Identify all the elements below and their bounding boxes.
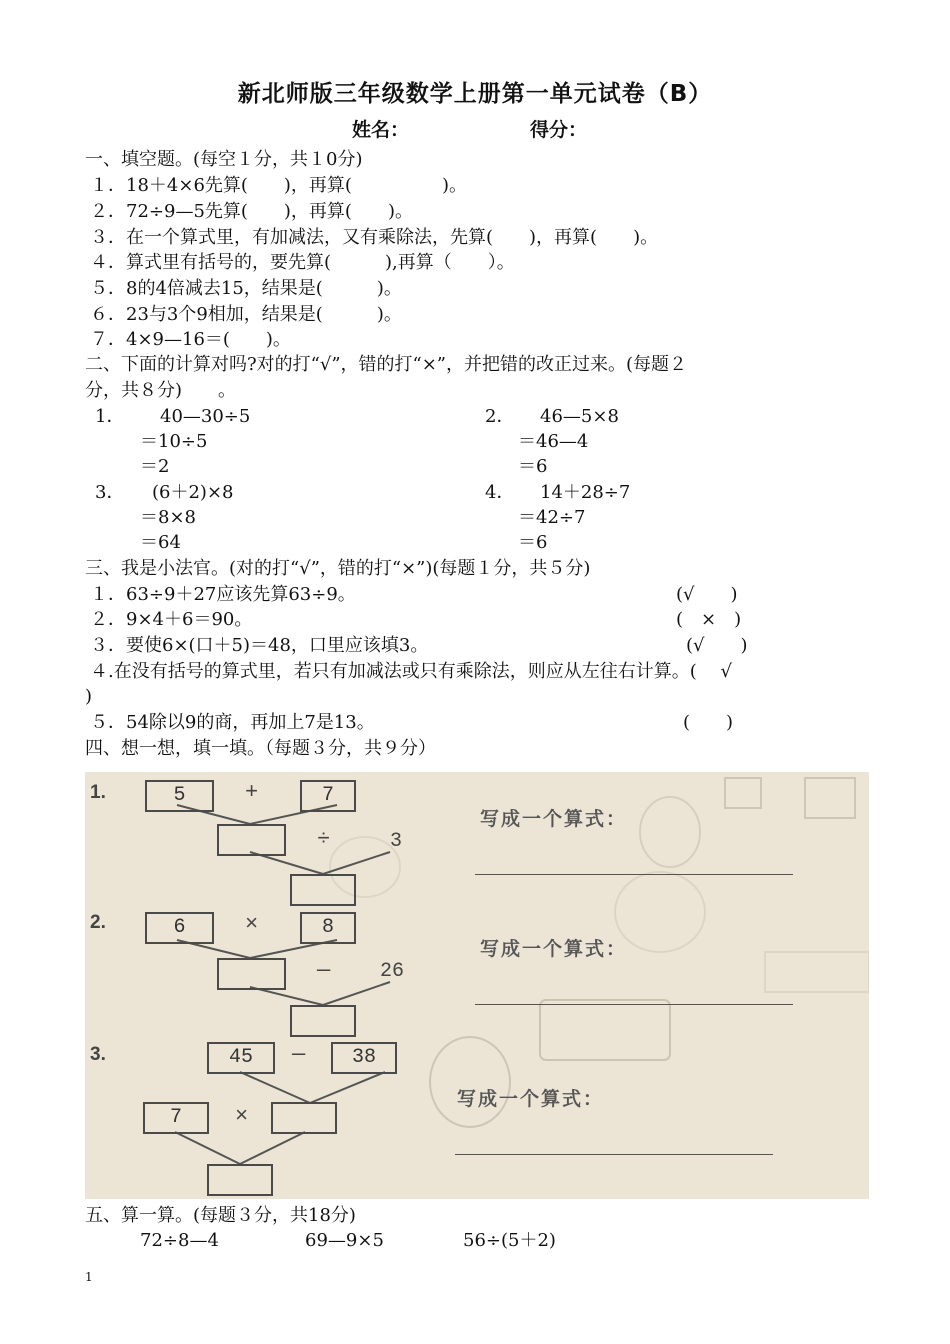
operator: + (245, 780, 259, 805)
operator: ÷ (317, 827, 331, 852)
section2-heading-cont: 分，共８分) 。 (85, 380, 237, 401)
operand: 26 (380, 960, 405, 983)
section1-heading: 一、填空题。(每空１分，共１0分) (85, 149, 363, 170)
operand: 3 (390, 830, 403, 853)
section3-heading: 三、我是小法官。(对的打“√”，错的打“×”)(每题１分，共５分) (85, 558, 591, 579)
section5-heading: 五、算一算。(每题３分，共18分) (85, 1205, 356, 1226)
calc-expression: 72÷8—4 (140, 1230, 219, 1251)
problem-line: ＝46—4 (518, 431, 589, 452)
section1-item: ２．72÷9—5先算( )，再算( )。 (90, 201, 413, 222)
problem-number: 1． (95, 406, 125, 427)
problem-line: ＝6 (518, 532, 548, 553)
section1-item: ６．23与3个9相加，结果是( )。 (90, 304, 402, 325)
number-box: 7 (143, 1102, 209, 1134)
answer-box[interactable] (271, 1102, 337, 1134)
section1-item: ３．在一个算式里，有加减法，又有乘除法，先算( )，再算( )。 (90, 227, 659, 248)
answer-box[interactable] (207, 1164, 273, 1196)
section1-item: ４．算式里有括号的，要先算( ),再算（ ）。 (90, 252, 515, 273)
problem-line: 46—5×8 (540, 406, 619, 427)
exercise-number: 3. (90, 1044, 106, 1065)
answer-line[interactable] (455, 1154, 773, 1155)
write-expression-label: 写成一个算式： (480, 808, 628, 830)
operator: × (235, 1104, 249, 1129)
problem-line: (6＋2)×8 (152, 482, 234, 503)
page-number: 1 (85, 1270, 93, 1284)
calc-expression: 56÷(5＋2) (463, 1230, 556, 1251)
name-label: 姓名： (352, 119, 410, 141)
judge-item: ５．54除以9的商，再加上7是13。 (90, 712, 375, 733)
judge-item: ３．要使6×(口＋5)＝48，口里应该填3。 (90, 635, 429, 656)
section1-item: ７．4×9—16＝( )。 (90, 329, 291, 350)
calc-expression: 69—9×5 (305, 1230, 384, 1251)
answer-box[interactable] (290, 1005, 356, 1037)
operator: — (292, 1042, 306, 1067)
judge-answer: (√ ) (686, 635, 748, 656)
problem-number: 3． (95, 482, 125, 503)
answer-line[interactable] (475, 874, 793, 875)
problem-line: ＝6 (518, 456, 548, 477)
write-expression-label: 写成一个算式： (480, 938, 628, 960)
problem-number: 4． (485, 482, 515, 503)
section4-heading: 四、想一想，填一填。（每题３分，共９分） (85, 738, 436, 759)
judge-answer: ( ) (683, 712, 734, 733)
judge-answer: ( × ) (676, 609, 742, 630)
section2-heading: 二、下面的计算对吗?对的打“√”，错的打“×”，并把错的改正过来。(每题２ (85, 354, 688, 375)
problem-line: ＝2 (140, 456, 170, 477)
number-box: 45 (207, 1042, 275, 1074)
judge-item: ２．9×4＋6＝90。 (90, 609, 253, 630)
cartoon-background (85, 772, 869, 1199)
judge-answer: (√ ) (676, 584, 738, 605)
problem-line: 14＋28÷7 (540, 482, 631, 503)
answer-line[interactable] (475, 1004, 793, 1005)
scanned-exercise-image (85, 772, 869, 1199)
number-box: 5 (145, 780, 214, 812)
write-expression-label: 写成一个算式： (457, 1088, 605, 1110)
problem-line: 40—30÷5 (160, 406, 251, 427)
problem-line: ＝42÷7 (518, 507, 586, 528)
section1-item: １．18＋4×6先算( )，再算( )。 (90, 175, 467, 196)
operator: × (245, 912, 259, 937)
exercise-number: 1. (90, 782, 106, 803)
answer-box[interactable] (217, 824, 286, 856)
problem-line: ＝64 (140, 532, 181, 553)
number-box: 8 (300, 912, 356, 944)
problem-line: ＝8×8 (140, 507, 196, 528)
problem-number: 2． (485, 406, 515, 427)
judge-answer: ) (85, 686, 93, 707)
answer-box[interactable] (217, 958, 286, 990)
number-box: 6 (145, 912, 214, 944)
number-box: 7 (300, 780, 356, 812)
exercise-number: 2. (90, 912, 106, 933)
judge-item: ４.在没有括号的算式里，若只有加减法或只有乘除法，则应从左往右计算。( √ (90, 661, 732, 682)
number-box: 38 (331, 1042, 397, 1074)
section1-item: ５．8的4倍减去15，结果是( )。 (90, 278, 402, 299)
page-title: 新北师版三年级数学上册第一单元试卷（B） (237, 81, 713, 107)
answer-box[interactable] (290, 874, 356, 906)
score-label: 得分： (530, 119, 588, 141)
judge-item: １．63÷9＋27应该先算63÷9。 (90, 584, 356, 605)
problem-line: ＝10÷5 (140, 431, 208, 452)
operator: — (317, 958, 331, 983)
